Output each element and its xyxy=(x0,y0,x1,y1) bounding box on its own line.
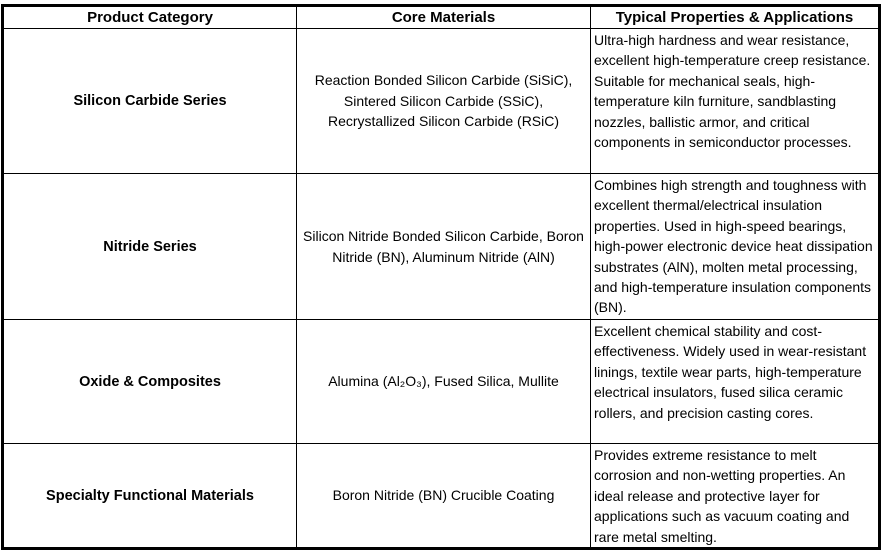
category-cell: Nitride Series xyxy=(3,174,297,320)
table-row-specialty-functional xyxy=(3,444,880,549)
column-header-core-materials: Core Materials xyxy=(297,6,591,29)
materials-cell: Boron Nitride (BN) Crucible Coating xyxy=(297,444,591,549)
materials-cell: Reaction Bonded Silicon Carbide (SiSiC), Sintered Silicon Carbide (SSiC), Recrystallized Silicon Carbide (RSiC) xyxy=(297,29,591,174)
product-table xyxy=(1,4,881,550)
properties-cell: Provides extreme resistance to melt corrosion and non-wetting properties. An ideal release and protective layer for applications such as vacuum coating and rare metal smelting. xyxy=(591,444,880,549)
table-row-nitride xyxy=(3,174,880,320)
table-header-row xyxy=(3,6,880,29)
properties-cell: Ultra-high hardness and wear resistance, excellent high-temperature creep resistance. Suitable for mechanical seals, high-temperature kiln furniture, sandblasting nozzles, ballistic armor, and critical components in semiconductor processes. xyxy=(591,29,880,174)
column-header-product-category: Product Category xyxy=(3,6,297,29)
properties-cell: Excellent chemical stability and cost-effectiveness. Widely used in wear-resistant linings, textile wear parts, high-temperature electrical insulators, fused silica ceramic rollers, and precision casting cores. xyxy=(591,320,880,444)
properties-cell: Combines high strength and toughness with excellent thermal/electrical insulation properties. Used in high-speed bearings, high-power electronic device heat dissipation substrates (AlN), molten metal processing, and high-temperature insulation components (BN). xyxy=(591,174,880,320)
table-row-silicon-carbide xyxy=(3,29,880,174)
category-cell: Oxide & Composites xyxy=(3,320,297,444)
column-header-typical-properties: Typical Properties & Applications xyxy=(591,6,880,29)
category-cell: Silicon Carbide Series xyxy=(3,29,297,174)
product-table-container xyxy=(1,4,881,550)
materials-cell: Silicon Nitride Bonded Silicon Carbide, Boron Nitride (BN), Aluminum Nitride (AlN) xyxy=(297,174,591,320)
table-row-oxide-composites xyxy=(3,320,880,444)
materials-cell: Alumina (Al₂O₃), Fused Silica, Mullite xyxy=(297,320,591,444)
category-cell: Specialty Functional Materials xyxy=(3,444,297,549)
